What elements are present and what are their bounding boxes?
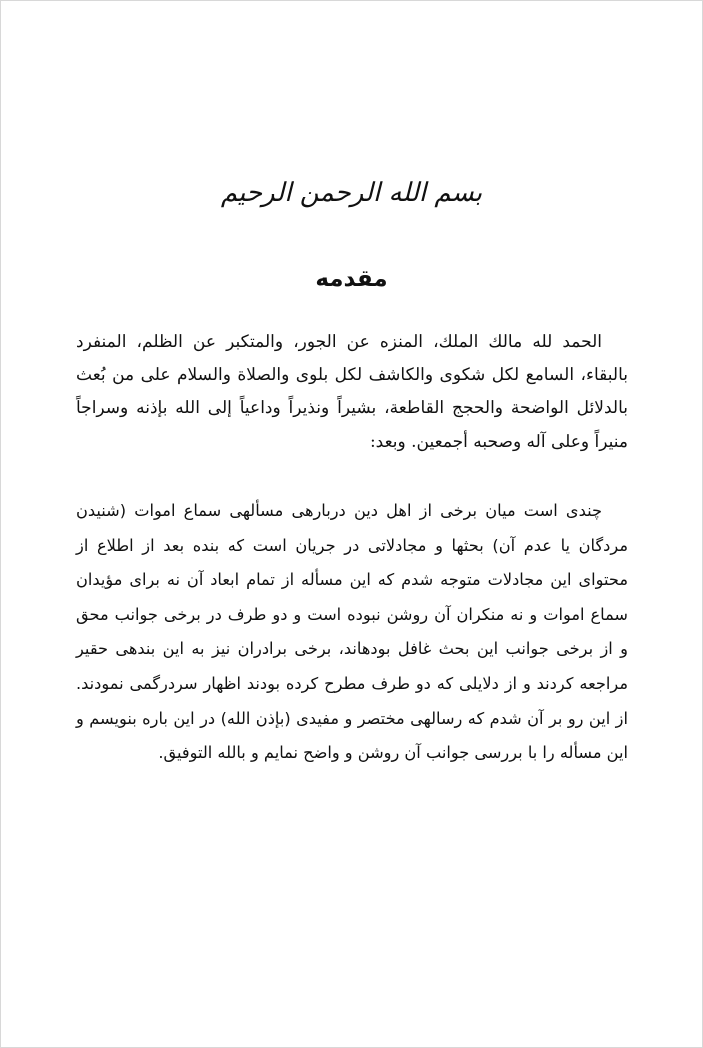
basmala-heading: بسم الله الرحمن الرحيم — [220, 178, 483, 208]
arabic-intro-paragraph-block — [76, 326, 628, 459]
page-title: مقدمه — [315, 266, 388, 292]
arabic-intro-paragraph: الحمد لله مالك الملك، المنزه عن الجور، والمتكبر عن الظلم، المنفرد بالبقاء، السامع لكل شكوى والكاشف لكل بلوى والصلاة والسلام على من بُعث بالدلائل الواضحة والحجج القاطعة، بشيراً ونذيراً وداعياً إلى الله بإذنه وسراجاً منيراً وعلى آله وصحبه أجمعين. وبعد: — [76, 332, 628, 452]
persian-body-paragraph-block — [76, 494, 628, 771]
persian-body-paragraph: چندی است میان برخی از اهل دین دربارهی مسألهی سماع اموات (شنیدن مردگان یا عدم آن) بحثها و مجادلاتی در جریان است که بنده بعد از اطلاع از محتوای این مجادلات متوجه شدم که این مسأله از تمام ابعاد آن نه برای مؤیدان سماع اموات و نه منکران آن روشن نبوده است و دو طرف در برخی جوانب محق و از برخی جوانب این بحث غافل بودهاند، برخی برادران نیز به این بندهی حقیر مراجعه کردند و از دلایلی که دو طرف مطرح کرده بودند اظهار سردرگمی نمودند. از این رو بر آن شدم که رسالهی مختصر و مفیدی (بإذن الله) در این باره بنویسم و این مسأله را با بررسی جوانب آن روشن و واضح نمایم و بالله التوفیق. — [76, 501, 628, 763]
